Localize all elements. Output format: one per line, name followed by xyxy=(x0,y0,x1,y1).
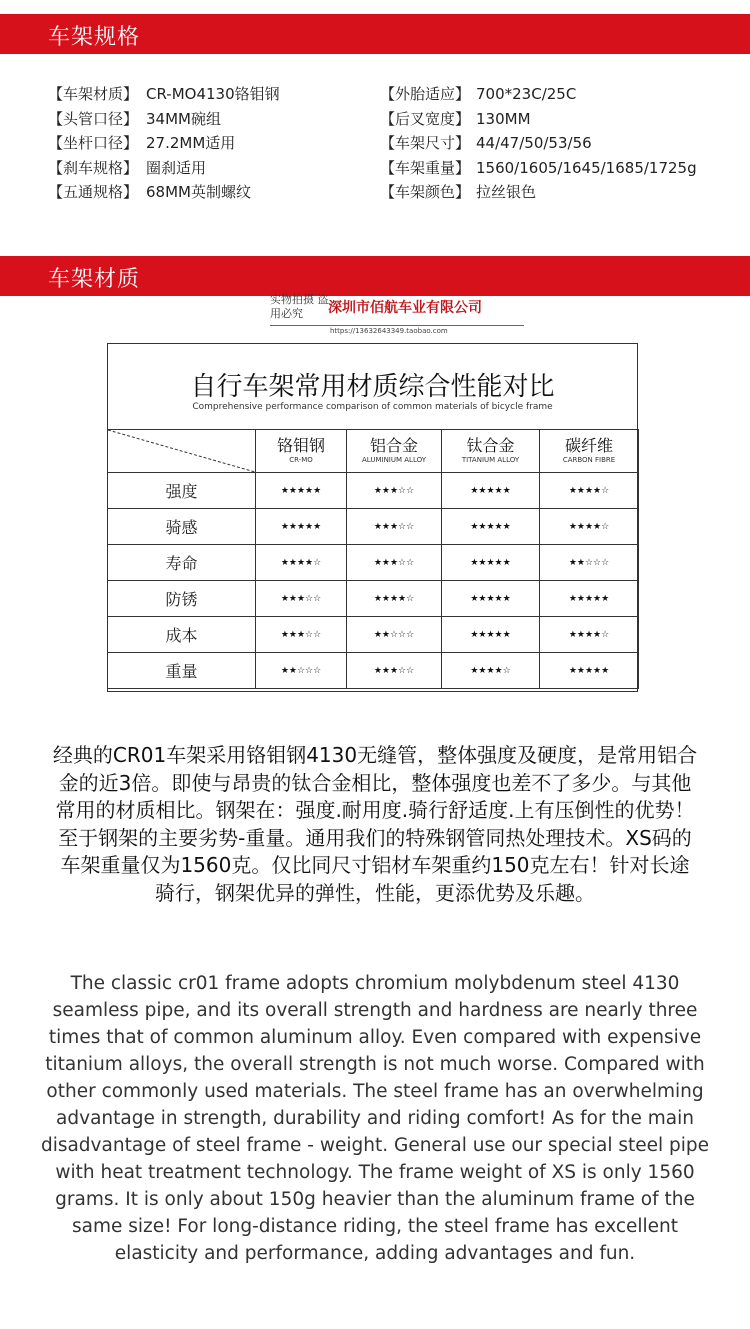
row-label: 寿命 xyxy=(108,545,256,581)
star-rating: ★★★★☆ xyxy=(540,509,639,545)
material-header xyxy=(347,430,442,473)
material-name-en: CARBON FIBRE xyxy=(562,456,616,464)
watermark xyxy=(270,293,530,339)
comparison-panel xyxy=(107,343,638,692)
row-label: 成本 xyxy=(108,617,256,653)
star-rating: ★★★☆☆ xyxy=(347,473,442,509)
corner-cell xyxy=(108,430,256,473)
star-rating: ★★★★★ xyxy=(256,509,347,545)
star-rating: ★★★★☆ xyxy=(540,473,639,509)
spec-value: 圈刹适用 xyxy=(146,158,207,177)
spec-label: 【坐杆口径】 xyxy=(48,134,139,152)
watermark-underline xyxy=(270,325,524,326)
spec-row xyxy=(380,156,697,181)
description-en: The classic cr01 frame adopts chromium molybdenum steel 4130 seamless pipe, and its overall strength and hardness are nearly three times that of common aluminum alloy. Even compared with expensive titanium alloys, the overall strength is not much worse. Compared with other commonly used materials. The steel frame has an overwhelming advantage in strength, durability and riding comfort! As for the main disadvantage of steel frame - weight. General use our special steel pipe with heat treatment technology. The frame weight of XS is only 1560 grams. It is only about 150g heavier than the aluminum frame of the same size! For long-distance riding, the steel frame has excellent elasticity and performance, adding advantages and fun. xyxy=(40,973,710,1264)
spec-label: 【车架重量】 xyxy=(380,158,471,177)
spec-label: 【刹车规格】 xyxy=(48,158,139,177)
spec-row xyxy=(48,82,280,107)
spec-row xyxy=(48,131,280,156)
spec-value: 1560/1605/1645/1685/1725g xyxy=(476,158,697,177)
material-name-zh: 铬钼钢 xyxy=(276,436,325,455)
spec-row xyxy=(48,107,280,132)
specs-right-list xyxy=(380,82,697,205)
spec-value: 68MM英制螺纹 xyxy=(146,183,251,201)
spec-value: CR-MO4130铬钼钢 xyxy=(146,85,280,103)
star-rating: ★★★★★ xyxy=(540,581,639,617)
material-name-en: ALUMINIUM ALLOY xyxy=(362,456,426,464)
spec-section-title: 车架规格 xyxy=(48,25,141,50)
comparison-subtitle: Comprehensive performance comparison of common materials of bicycle frame xyxy=(192,402,553,412)
spec-label: 【外胎适应】 xyxy=(380,85,471,103)
material-header xyxy=(256,430,347,473)
spec-row xyxy=(48,156,280,181)
spec-label: 【车架尺寸】 xyxy=(380,134,471,152)
star-rating: ★★☆☆☆ xyxy=(256,653,347,689)
star-rating: ★★★★☆ xyxy=(540,617,639,653)
table-row xyxy=(108,581,639,617)
spec-value: 27.2MM适用 xyxy=(146,134,236,152)
star-rating: ★★★★☆ xyxy=(256,545,347,581)
star-rating: ★★★★★ xyxy=(442,617,540,653)
table-row xyxy=(108,617,639,653)
spec-section-banner xyxy=(0,14,750,54)
row-label: 防锈 xyxy=(108,581,256,617)
star-rating: ★★★★★ xyxy=(442,545,540,581)
star-rating: ★★★☆☆ xyxy=(256,581,347,617)
spec-row xyxy=(48,180,280,205)
comparison-table xyxy=(107,429,639,689)
row-label: 骑感 xyxy=(108,509,256,545)
comparison-title: 自行车架常用材质综合性能对比 xyxy=(190,372,555,402)
star-rating: ★★☆☆☆ xyxy=(347,617,442,653)
star-rating: ★★☆☆☆ xyxy=(540,545,639,581)
material-header xyxy=(540,430,639,473)
spec-label: 【车架材质】 xyxy=(48,85,139,103)
spec-row xyxy=(380,180,697,205)
spec-value: 44/47/50/53/56 xyxy=(476,134,592,152)
star-rating: ★★★★★ xyxy=(442,473,540,509)
description-zh: 经典的CR01车架采用铬钼钢4130无缝管，整体强度及硬度，是常用铝合金的近3倍。即使与昂贵的钛合金相比，整体强度也差不了多少。与其他常用的材质相比。钢架在：强度.耐用度.骑行舒适度.上有压倒性的优势！至于钢架的主要劣势-重量。通用我们的特殊钢管同热处理技术。XS码的车架重量仅为1560克。仅比同尺寸铝材车架重约150克左右！针对长途骑行，钢架优异的弹性，性能，更添优势及乐趣。 xyxy=(52,743,698,905)
spec-row xyxy=(380,131,697,156)
star-rating: ★★★★★ xyxy=(540,653,639,689)
specs-left-list xyxy=(48,82,280,205)
row-label: 强度 xyxy=(108,473,256,509)
table-row xyxy=(108,509,639,545)
spec-value: 130MM xyxy=(476,109,531,128)
table-header-row xyxy=(108,430,639,473)
material-name-en: CR-MO xyxy=(289,456,313,464)
material-name-zh: 钛合金 xyxy=(466,436,515,455)
material-name-zh: 铝合金 xyxy=(369,436,418,455)
spec-row xyxy=(380,107,697,132)
star-rating: ★★★☆☆ xyxy=(347,545,442,581)
star-rating: ★★★☆☆ xyxy=(256,617,347,653)
watermark-company: 深圳市佰航车业有限公司 xyxy=(328,300,482,316)
spec-value: 700*23C/25C xyxy=(476,85,577,103)
star-rating: ★★★★★ xyxy=(442,509,540,545)
material-section-title: 车架材质 xyxy=(48,267,141,292)
table-row xyxy=(108,545,639,581)
watermark-notice: 实物拍摄 盗用必究 xyxy=(270,293,329,320)
spec-value: 拉丝银色 xyxy=(476,183,537,201)
spec-label: 【头管口径】 xyxy=(48,109,139,128)
star-rating: ★★★☆☆ xyxy=(347,509,442,545)
material-name-en: TITANIUM ALLOY xyxy=(461,456,520,464)
table-row xyxy=(108,473,639,509)
row-label: 重量 xyxy=(108,653,256,689)
star-rating: ★★★★★ xyxy=(256,473,347,509)
material-header xyxy=(442,430,540,473)
star-rating: ★★★★☆ xyxy=(347,581,442,617)
table-row xyxy=(108,653,639,689)
spec-label: 【五通规格】 xyxy=(48,183,139,201)
material-section-banner xyxy=(0,256,750,296)
watermark-url: https://13632643349.taobao.com xyxy=(330,327,448,335)
star-rating: ★★★★☆ xyxy=(442,653,540,689)
corner-diagonal xyxy=(108,430,255,472)
spec-row xyxy=(380,82,697,107)
spec-label: 【后叉宽度】 xyxy=(380,109,471,128)
spec-label: 【车架颜色】 xyxy=(380,183,471,201)
spec-value: 34MM碗组 xyxy=(146,109,221,128)
star-rating: ★★★★★ xyxy=(442,581,540,617)
material-name-zh: 碳纤维 xyxy=(564,436,613,455)
star-rating: ★★★☆☆ xyxy=(347,653,442,689)
